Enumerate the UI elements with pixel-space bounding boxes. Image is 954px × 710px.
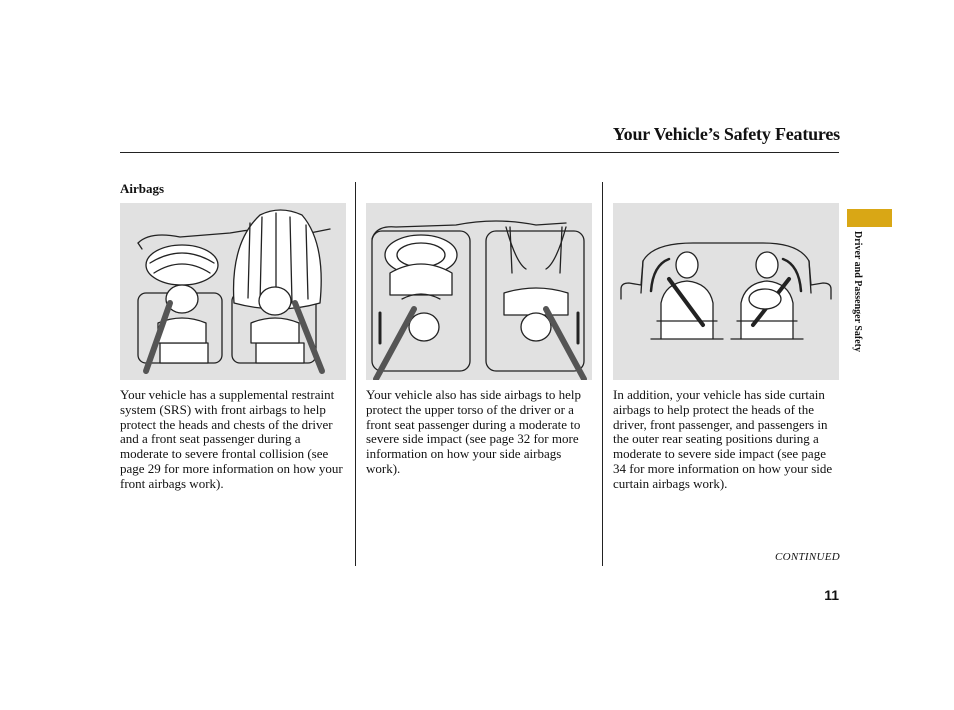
side-airbags-illustration [366, 203, 592, 380]
section-heading: Airbags [120, 181, 165, 196]
column-text-1 [120, 388, 348, 492]
title-rule [120, 152, 839, 153]
column-text-2 [366, 388, 594, 477]
side-curtain-airbags-illustration [613, 203, 839, 380]
section-tab [847, 209, 892, 227]
front-airbags-paragraph: Your vehicle has a supplemental restraint system (SRS) with front airbags to help protect the heads and chests of the driver and a front seat passenger during a moderate to severe frontal collision (see page 29 for more information on how your front airbags work). [120, 387, 343, 491]
column-text-3 [613, 388, 841, 492]
section-tab-label: Driver and Passenger Safety [852, 231, 863, 353]
column-divider-2 [602, 182, 603, 566]
side-airbags-paragraph: Your vehicle also has side airbags to help protect the upper torso of the driver or a front seat passenger during a moderate to severe side impact (see page 32 for more information on how your side airbags work). [366, 387, 581, 476]
page-number: 11 [824, 587, 839, 603]
column-divider-1 [355, 182, 356, 566]
continued-label: CONTINUED [774, 551, 840, 563]
page-title: Your Vehicle’s Safety Features [612, 124, 840, 144]
front-airbags-illustration [120, 203, 346, 380]
side-curtain-airbags-paragraph: In addition, your vehicle has side curtain airbags to help protect the heads of the driver, front passenger, and passengers in the outer rear seating positions during a moderate to severe side impact (see page 34 for more information on how your side curtain airbags work). [613, 387, 833, 491]
